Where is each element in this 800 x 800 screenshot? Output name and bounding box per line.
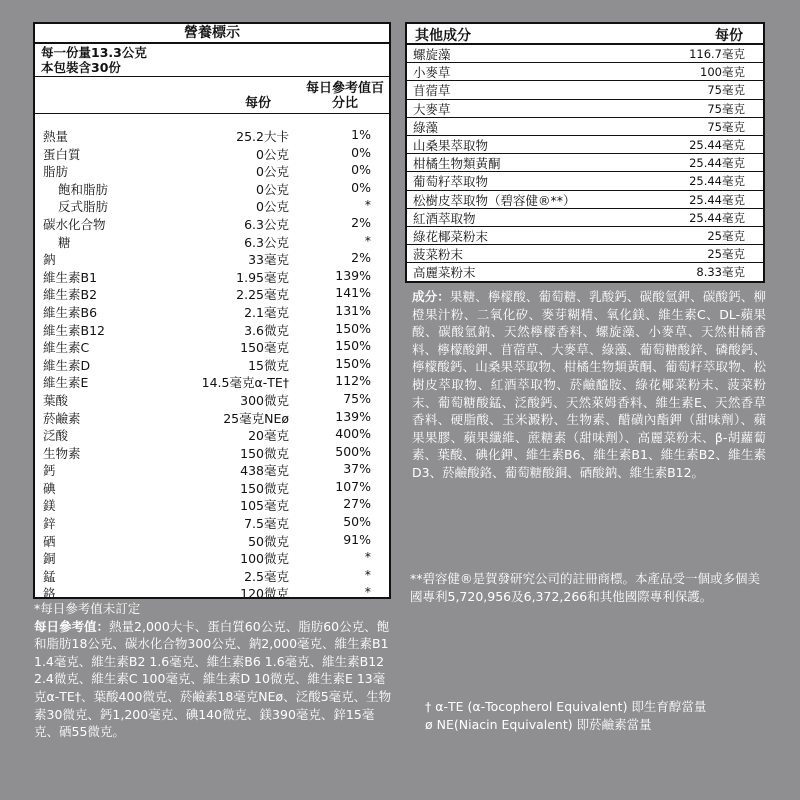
nutrient-daily-value: *	[364, 549, 371, 565]
other-ingredient-row	[407, 263, 763, 280]
other-ingredient-amount: 25.44毫克	[689, 156, 745, 171]
other-ingredient-row	[407, 45, 763, 63]
nutrient-name: 維生素B2	[43, 287, 98, 303]
nutrient-daily-value: *	[364, 232, 371, 248]
other-ingredient-name: 柑橘生物類黃酮	[413, 156, 501, 172]
other-ingredients-title: 其他成分	[415, 28, 471, 44]
nutrient-name: 維生素B12	[43, 322, 105, 338]
other-ingredient-name: 綠花椰菜粉末	[413, 228, 489, 244]
nutrient-amount: 6.3公克	[244, 216, 289, 232]
nutrition-facts-panel	[33, 22, 391, 602]
nutrient-name: 脂肪	[43, 164, 69, 180]
nutrient-name: 銅	[43, 551, 56, 567]
nutrient-daily-value: 75%	[343, 390, 371, 406]
nutrient-amount: 20毫克	[248, 428, 289, 444]
nutrient-amount: 2.1毫克	[244, 304, 289, 320]
nutrition-row	[35, 302, 389, 320]
other-ingredient-row	[407, 81, 763, 99]
dv-reference-values: 熱量2,000大卡、蛋白質60公克、脂肪60公克、飽和脂肪18公克、碳水化合物300公克、鈉2,000毫克、維生素B1 1.4毫克、維生素B2 1.6毫克、維生素B6 1.6毫克、維生素B12 2.4微克、維生素C 100毫克、維生素D 10微克、維生素E 13毫克α-TE†、葉酸400微克、菸鹼素18毫克NEø、泛酸5毫克、生物素30微克、鈣1,200毫克、碘140微克、鎂390毫克、鋅15毫克、硒55微克。	[34, 618, 392, 740]
nutrient-amount: 6.3公克	[244, 234, 289, 250]
nutrient-daily-value: 400%	[335, 426, 371, 442]
nutrient-name: 維生素D	[43, 357, 91, 373]
ingredients-text	[412, 288, 766, 482]
nutrition-row	[35, 249, 389, 267]
nutrient-amount: 0公克	[256, 181, 289, 197]
nutrient-daily-value: 112%	[335, 373, 371, 389]
other-ingredient-amount: 75毫克	[707, 119, 745, 134]
nutrition-row	[35, 566, 389, 584]
dv-reference-label: 每日參考值：	[34, 618, 110, 634]
nutrient-amount: 300微克	[240, 392, 289, 408]
other-ingredient-row	[407, 118, 763, 136]
nutrition-row	[35, 179, 389, 197]
nutrient-daily-value: 27%	[343, 496, 371, 512]
footnote-alpha-te: † α-TE (α-Tocopherol Equivalent) 即生育醇當量	[425, 699, 707, 714]
other-ingredient-amount: 25.44毫克	[689, 137, 745, 152]
nutrition-row	[35, 408, 389, 426]
nutrient-daily-value: 91%	[343, 531, 371, 547]
other-ingredient-amount: 25.44毫克	[689, 210, 745, 225]
nutrient-name: 維生素B1	[43, 269, 98, 285]
nutrient-daily-value: 150%	[335, 338, 371, 354]
other-ingredient-row	[407, 227, 763, 245]
nutrition-table-header	[35, 76, 389, 114]
other-ingredient-name: 紅酒萃取物	[413, 210, 476, 226]
nutrient-name: 泛酸	[43, 428, 69, 444]
other-ingredients-header	[407, 24, 763, 45]
other-ingredient-amount: 75毫克	[707, 83, 745, 98]
other-ingredient-row	[407, 154, 763, 172]
other-ingredient-amount: 75毫克	[707, 101, 745, 116]
nutrient-name: 維生素E	[43, 375, 89, 391]
ingredients-label: 成分：	[412, 289, 450, 304]
nutrient-daily-value: 2%	[351, 250, 371, 266]
nutrition-row	[35, 196, 389, 214]
other-ingredient-name: 綠藻	[413, 119, 439, 135]
nutrient-name: 硒	[43, 533, 56, 549]
nutrient-daily-value: 50%	[343, 514, 371, 530]
nutrition-row	[35, 513, 389, 531]
nutrient-amount: 33毫克	[248, 252, 289, 268]
nutrient-name: 菸鹼素	[43, 410, 81, 426]
nutrient-amount: 7.5毫克	[244, 516, 289, 532]
nutrition-row	[35, 267, 389, 285]
nutrient-daily-value: 0%	[351, 162, 371, 178]
nutrient-amount: 150微克	[240, 480, 289, 496]
nutrition-row	[35, 531, 389, 549]
nutrient-name: 鋅	[43, 516, 56, 532]
nutrient-amount: 150微克	[240, 445, 289, 461]
ingredients-list: 果糖、檸檬酸、葡萄糖、乳酸鈣、碳酸氫鉀、碳酸鈣、柳橙果汁粉、二氧化矽、麥芽糊精、氧化鎂、維生素C、DL-蘋果酸、碳酸氫鈉、天然檸檬香料、螺旋藻、小麥草、天然柑橘香料、檸檬酸鉀、苜蓿草、大麥草、綠藻、葡萄糖酸鋅、磷酸鈣、檸檬酸鈣、山桑果萃取物、柑橘生物類黃酮、葡萄籽萃取物、松樹皮萃取物、紅酒萃取物、菸鹼醯胺、綠花椰菜粉末、菠菜粉末、葡萄糖酸錳、泛酸鈣、天然萊姆香料、維生素E、天然香草香料、硬脂酸、玉米澱粉、生物素、醋磺內酯鉀（甜味劑）、蘋果果膠、蘋果纖維、蔗糖素（甜味劑）、高麗菜粉末、β-胡蘿蔔素、葉酸、碘化鉀、維生素B6、維生素B1、維生素B2、維生素D3、菸鹼酸鉻、葡萄糖酸銅、硒酸鈉、維生素B12。	[412, 289, 766, 480]
nutrient-daily-value: *	[364, 197, 371, 213]
nutrient-name: 鉻	[43, 586, 56, 602]
nutrition-row	[35, 425, 389, 443]
nutrient-amount: 0公克	[256, 146, 289, 162]
nutrition-row	[35, 320, 389, 338]
nutrient-amount: 15微克	[248, 357, 289, 373]
other-per-serving-header: 每份	[715, 28, 743, 44]
nutrient-name: 葉酸	[43, 392, 69, 408]
other-ingredient-amount: 25毫克	[707, 228, 745, 243]
nutrition-row	[35, 232, 389, 250]
other-ingredient-amount: 25.44毫克	[689, 174, 745, 189]
nutrient-name: 鎂	[43, 498, 56, 514]
nutrition-row	[35, 443, 389, 461]
nutrient-name: 碳水化合物	[43, 216, 106, 232]
nutrition-row	[35, 548, 389, 566]
nutrient-name: 鈣	[43, 463, 56, 479]
nutrition-row	[35, 460, 389, 478]
other-ingredient-row	[407, 136, 763, 154]
daily-value-notes	[34, 600, 394, 741]
nutrient-daily-value: 141%	[335, 285, 371, 301]
serving-size: 每一份量13.3公克	[41, 45, 147, 60]
other-ingredient-name: 小麥草	[413, 65, 451, 81]
other-ingredients-panel	[405, 22, 765, 283]
nutrient-name: 鈉	[43, 252, 56, 268]
nutrient-amount: 14.5毫克α-TE†	[201, 375, 289, 391]
nutrition-row	[35, 390, 389, 408]
other-ingredient-name: 苜蓿草	[413, 83, 451, 99]
nutrient-amount: 25毫克NEø	[223, 410, 289, 426]
dv-reference-text	[34, 618, 394, 741]
nutrient-amount: 438毫克	[240, 463, 289, 479]
nutrition-row	[35, 337, 389, 355]
other-ingredient-row	[407, 100, 763, 118]
nutrition-row	[35, 284, 389, 302]
other-ingredient-row	[407, 172, 763, 190]
other-ingredient-amount: 100毫克	[700, 65, 745, 80]
nutrient-daily-value: 0%	[351, 144, 371, 160]
nutrient-amount: 0公克	[256, 199, 289, 215]
nutrient-name: 飽和脂肪	[58, 181, 109, 197]
other-ingredient-amount: 25毫克	[707, 247, 745, 262]
nutrient-daily-value: 107%	[335, 478, 371, 494]
nutrient-daily-value: 37%	[343, 461, 371, 477]
other-ingredient-amount: 25.44毫克	[689, 192, 745, 207]
nutrition-row	[35, 372, 389, 390]
other-ingredient-row	[407, 191, 763, 209]
other-ingredient-name: 菠菜粉末	[413, 247, 464, 263]
nutrition-row	[35, 144, 389, 162]
other-ingredient-amount: 8.33毫克	[696, 265, 745, 280]
nutrient-daily-value: 500%	[335, 443, 371, 459]
nutrient-daily-value: 131%	[335, 302, 371, 318]
other-ingredient-name: 松樹皮萃取物（碧容健®**）	[413, 192, 576, 208]
nutrient-daily-value: 0%	[351, 179, 371, 195]
nutrition-row	[35, 478, 389, 496]
nutrient-amount: 2.5毫克	[244, 568, 289, 584]
nutrition-row	[35, 214, 389, 232]
nutrient-amount: 3.6微克	[244, 322, 289, 338]
other-ingredient-name: 葡萄籽萃取物	[413, 174, 489, 190]
other-ingredient-name: 螺旋藻	[413, 47, 451, 62]
dv-not-set-note: *每日參考值未訂定	[34, 601, 141, 616]
nutrient-daily-value: *	[364, 566, 371, 582]
other-ingredient-name: 山桑果萃取物	[413, 137, 489, 153]
nutrient-name: 錳	[43, 568, 56, 584]
nutrition-row	[35, 126, 389, 144]
daily-value-header: 每日參考值百分比	[305, 81, 384, 111]
other-ingredient-row	[407, 63, 763, 81]
nutrient-amount: 2.25毫克	[236, 287, 289, 303]
servings-per-package: 本包裝含30份	[41, 60, 121, 75]
nutrient-name: 反式脂肪	[58, 199, 109, 215]
nutrient-name: 維生素B6	[43, 304, 98, 320]
nutrient-name: 糖	[58, 234, 71, 250]
nutrient-daily-value: 139%	[335, 267, 371, 283]
nutrition-row	[35, 355, 389, 373]
nutrient-name: 碘	[43, 480, 56, 496]
nutrient-amount: 120微克	[240, 586, 289, 602]
nutrition-row	[35, 583, 389, 601]
nutrient-daily-value: 150%	[335, 355, 371, 371]
nutrient-name: 熱量	[43, 129, 69, 144]
nutrient-amount: 0公克	[256, 164, 289, 180]
nutrient-daily-value: 1%	[351, 127, 371, 142]
nutrient-amount: 25.2大卡	[236, 129, 289, 144]
nutrient-name: 蛋白質	[43, 146, 81, 162]
nutrition-rows	[35, 114, 389, 601]
nutrient-daily-value: *	[364, 584, 371, 600]
footnotes	[425, 698, 765, 733]
nutrient-amount: 50微克	[248, 533, 289, 549]
nutrient-daily-value: 2%	[351, 214, 371, 230]
trademark-note: **碧容健®是賀發研究公司的註冊商標。本產品受一個或多個美國專利5,720,956及6,372,266和其他國際專利保護。	[410, 571, 761, 604]
nutrient-daily-value: 139%	[335, 408, 371, 424]
other-ingredients-rows	[407, 45, 763, 280]
per-serving-header: 每份	[245, 96, 272, 111]
nutrient-name: 生物素	[43, 445, 81, 461]
other-ingredient-name: 高麗菜粉末	[413, 265, 476, 281]
other-ingredient-row	[407, 245, 763, 263]
nutrient-daily-value: 150%	[335, 320, 371, 336]
serving-info	[35, 44, 389, 76]
other-ingredient-name: 大麥草	[413, 101, 451, 117]
footnote-ne: ø NE(Niacin Equivalent) 即菸鹼素當量	[425, 716, 652, 732]
nutrient-amount: 150毫克	[240, 340, 289, 356]
nutrition-title: 營養標示	[35, 24, 389, 44]
nutrient-amount: 100微克	[240, 551, 289, 567]
nutrient-name: 維生素C	[43, 340, 90, 356]
other-ingredient-amount: 116.7毫克	[689, 47, 745, 61]
nutrition-row	[35, 495, 389, 513]
nutrient-amount: 1.95毫克	[236, 269, 289, 285]
nutrient-amount: 105毫克	[240, 498, 289, 514]
other-ingredient-row	[407, 209, 763, 227]
nutrition-row	[35, 161, 389, 179]
